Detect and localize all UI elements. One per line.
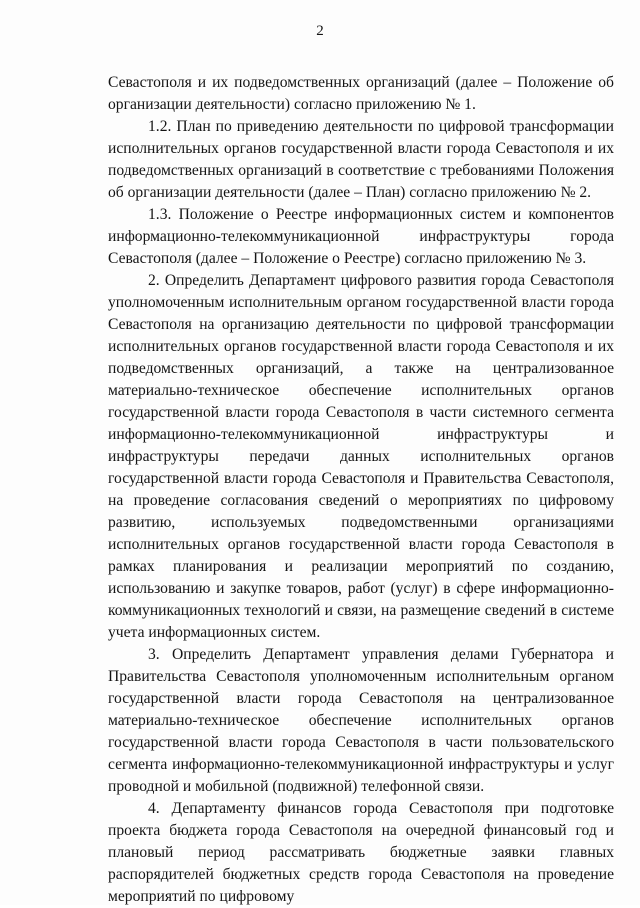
paragraph-1-2-plan: 1.2. План по приведению деятельности по цифровой трансформации исполнительных органов государственной власти города Севастополя и их подведомственных организаций в соответствие с требованиями Положения об организации деятельности (далее – План) согласно приложению № 2. xyxy=(108,118,614,201)
paragraph-continuation: Севастополя и их подведомственных организаций (далее – Положение об организации деятельности) согласно приложению № 1. xyxy=(108,74,614,113)
paragraph-3-affairs-department: 3. Определить Департамент управления делами Губернатора и Правительства Севастополя уполномоченным исполнительным органом государственной власти города Севастополя на централизованное материально-техническое обеспечение исполнительных органов государственной власти города Севастополя в части пользовательского сегмента информационно-телекоммуникационной инфраструктуры и услуг проводной и мобильной (подвижной) телефонной связи. xyxy=(108,646,614,795)
paragraph-1-3-registry: 1.3. Положение о Реестре информационных систем и компонентов информационно-телекоммуникационной инфраструктуры города Севастополя (далее – Положение о Реестре) согласно приложению № 3. xyxy=(108,206,614,267)
paragraph-4-finance-department: 4. Департаменту финансов города Севастополя при подготовке проекта бюджета города Севастополя на очередной финансовый год и плановый период рассматривать бюджетные заявки главных распорядителей бюджетных средств города Севастополя на проведение мероприятий по цифровому xyxy=(108,800,614,905)
document-body xyxy=(108,72,614,908)
paragraph-2-digital-department: 2. Определить Департамент цифрового развития города Севастополя уполномоченным исполнительным органом государственной власти города Севастополя на организацию деятельности по цифровой трансформации исполнительных органов государственной власти города Севастополя и их подведомственных организаций, а также на централизованное материально-техническое обеспечение исполнительных органов государственной власти города Севастополя в части системного сегмента информационно-телекоммуникационной инфраструктуры и инфраструктуры передачи данных исполнительных органов государственной власти города Севастополя и Правительства Севастополя, на проведение согласования сведений о мероприятиях по цифровому развитию, используемых подведомственными организациями исполнительных органов государственной власти города Севастополя в рамках планирования и реализации мероприятий по созданию, использованию и закупке товаров, работ (услуг) в сфере информационно-коммуникационных технологий и связи, на размещение сведений в системе учета информационных систем. xyxy=(108,272,614,641)
page-number: 2 xyxy=(316,23,324,39)
